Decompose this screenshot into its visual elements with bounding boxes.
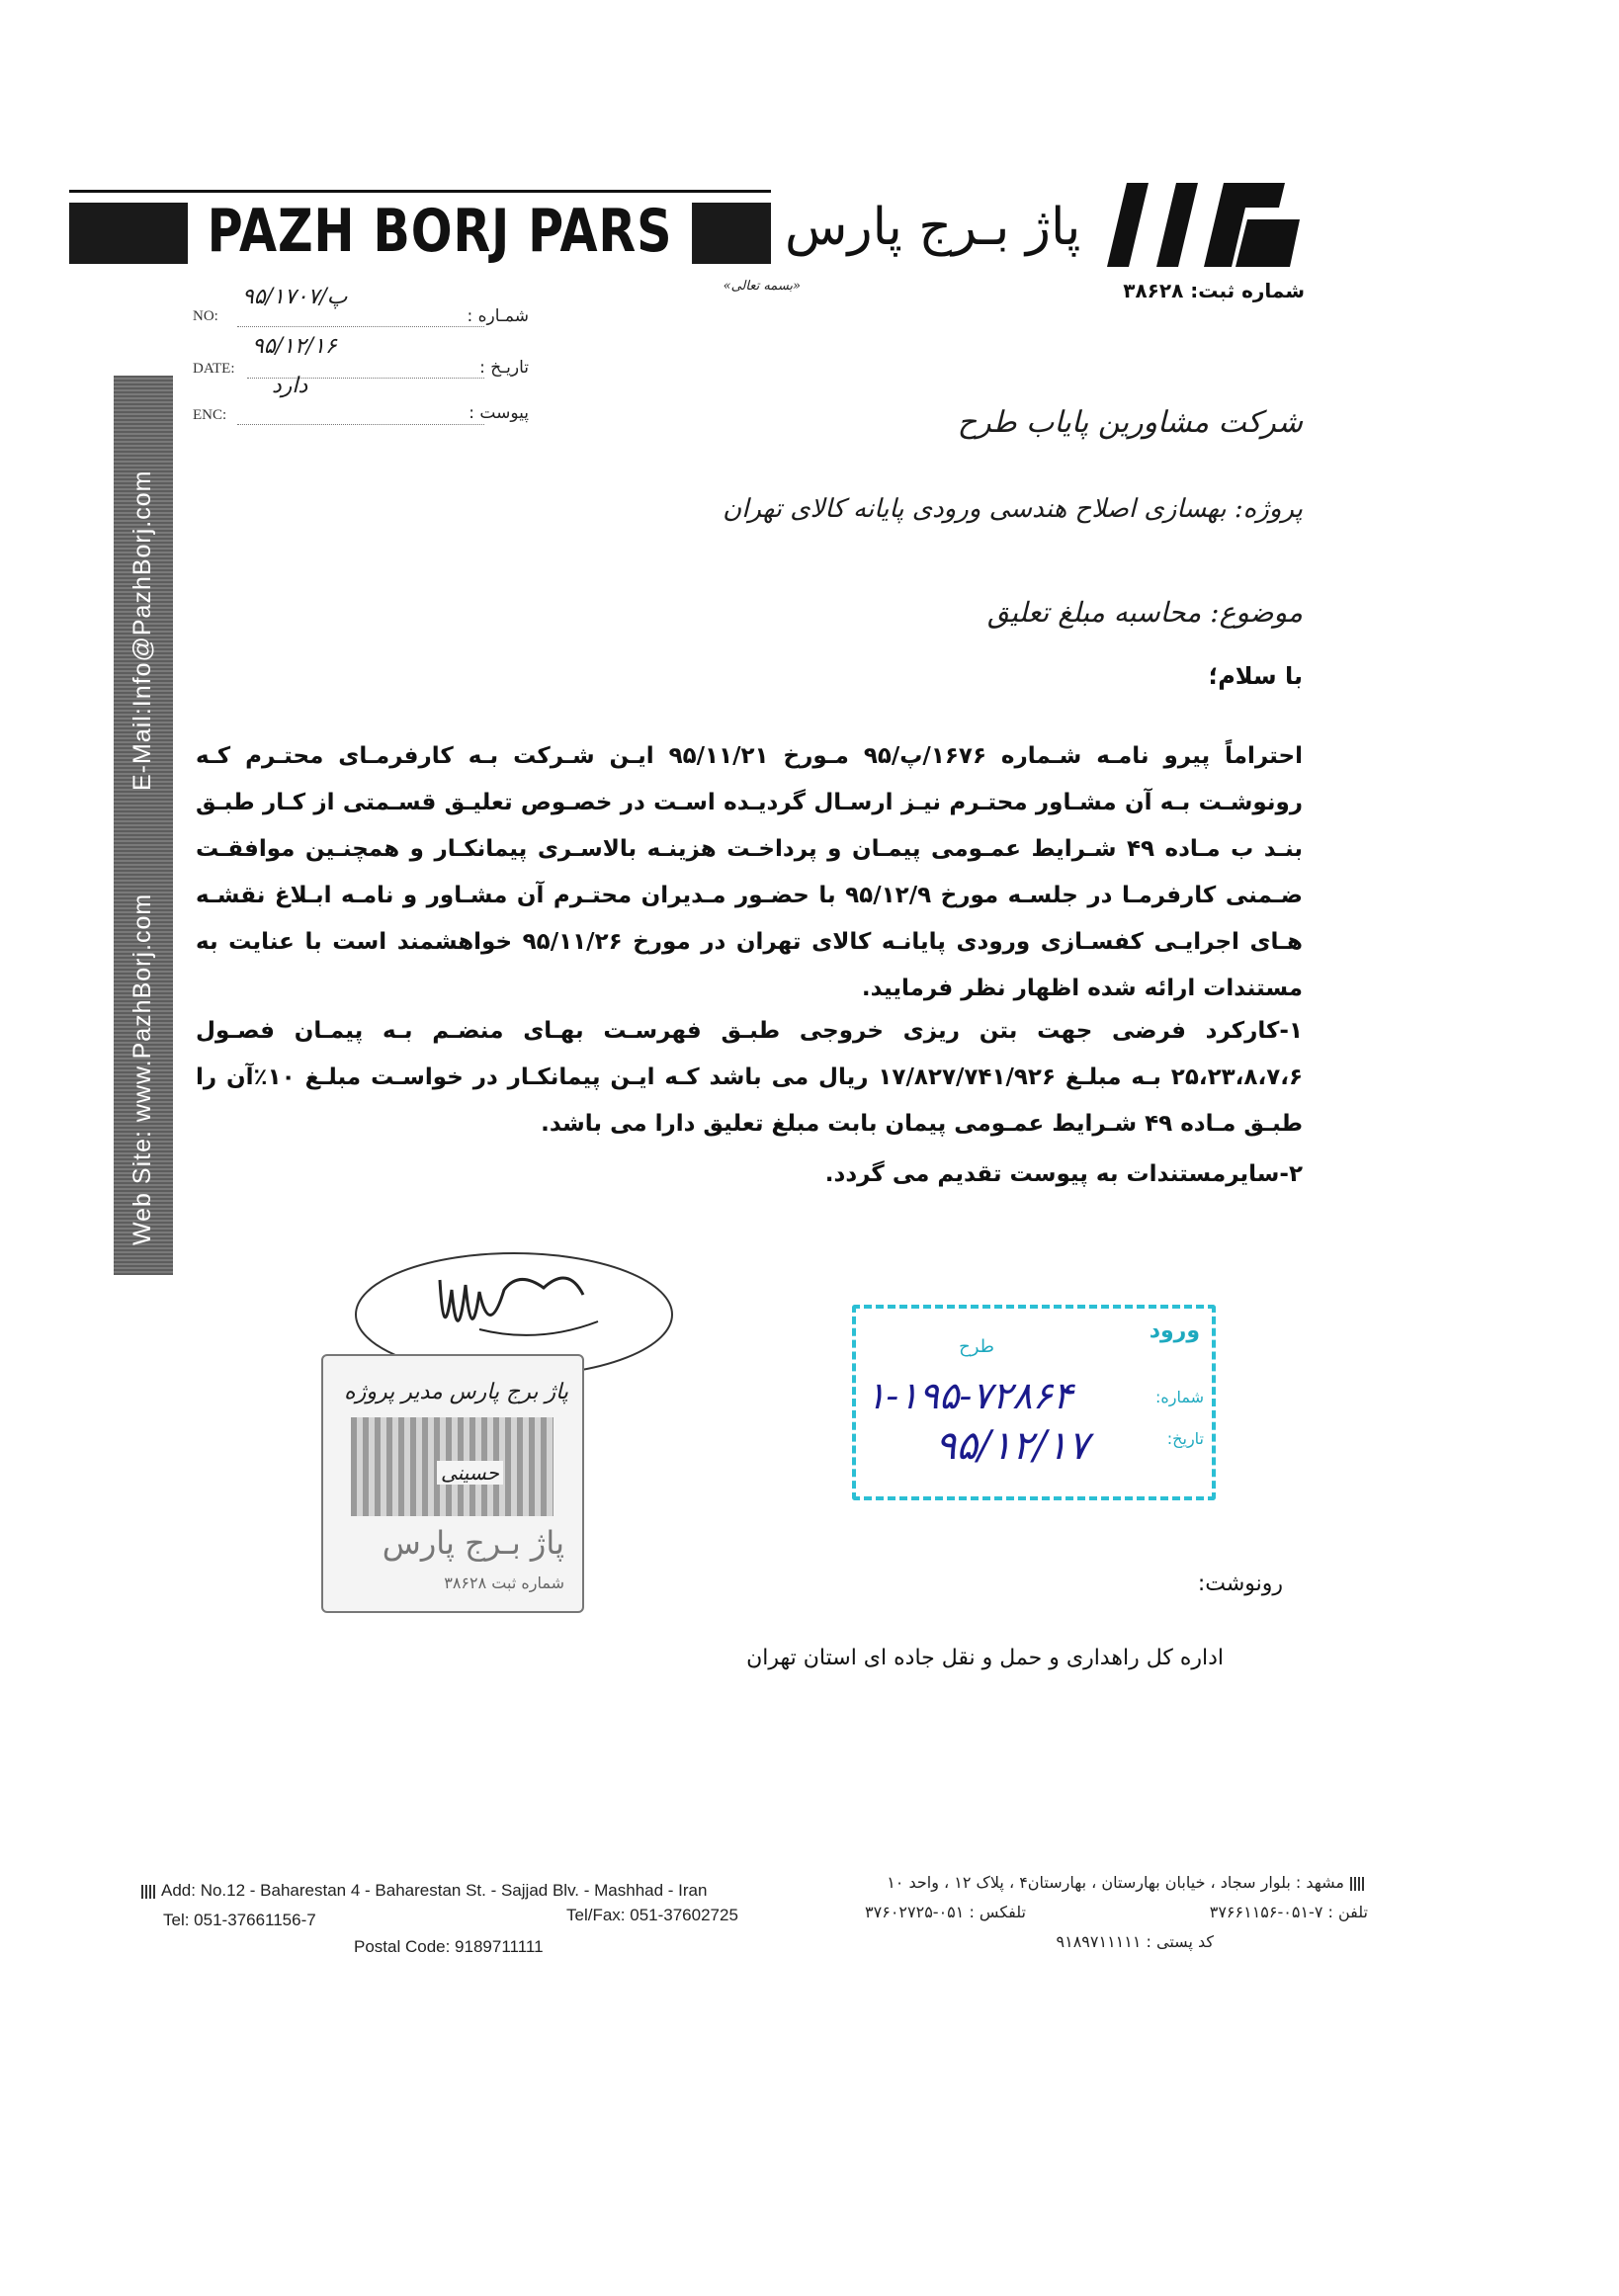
footer-fax-en: Tel/Fax: 051-37602725 (566, 1906, 738, 1924)
received-date-label: تاریخ: (1166, 1429, 1204, 1448)
received-org: طرح (959, 1336, 994, 1357)
footer-fax-fa: تلفکس : ۰۵۱-۳۷۶۰۲۷۲۵ (865, 1903, 1026, 1921)
footer-address-en: Add: No.12 - Baharestan 4 - Baharestan St. - Sajjad Blv. - Mashhad - Iran (135, 1881, 707, 1901)
side-website: Web Site: www.PazhBorj.com (128, 893, 156, 1245)
project-line: پروژه: بهسازی اصلاح هندسی ورودی پایانه کالای تهران (723, 494, 1303, 524)
stamp-reg: شماره ثبت ۳۸۶۲۸ (444, 1573, 564, 1592)
footer-postal-fa: کد پستی : ۹۱۸۹۷۱۱۱۱۱ (1056, 1932, 1214, 1951)
received-date-value: ۹۵/۱۲/۱۷ (935, 1423, 1089, 1469)
enc-value: دارد (272, 374, 308, 398)
side-email: E-Mail:Info@PazhBorj.com (128, 469, 156, 791)
date-label: DATE: (193, 361, 235, 377)
recipient: شرکت مشاورین پایاب طرح (957, 405, 1303, 440)
brand-name-fa: پاژ بـرج پارس (771, 188, 1094, 267)
company-logo-icon (1087, 168, 1310, 277)
company-stamp (321, 1354, 584, 1613)
stamp-line1: پاژ برج پارس مدیر پروژه (344, 1380, 568, 1404)
bullet-icon (141, 1885, 155, 1899)
stamp-line2: حسینی (437, 1461, 503, 1485)
letter-fields (193, 285, 549, 423)
footer-address-fa: مشهد : بلوار سجاد ، خیابان بهارستان ، بهارستان۴ ، پلاک ۱۲ ، واحد ۱۰ (887, 1873, 1370, 1892)
enc-fa-label: پیوست : (469, 403, 529, 423)
brand-name-en: PAZH BORJ PARS (188, 196, 692, 267)
received-stamp (852, 1305, 1216, 1500)
subject-line: موضوع: محاسبه مبلغ تعلیق (986, 596, 1303, 629)
body-item-1: ۱-کارکرد فرضی جهت بتن ریزی خروجی طبـق فهرسـت بهـای منضـم بـه پیمـان فصـول ۲۵،۲۳،۸،۷،۶ بـه مبلـغ ۱۷/۸۲۷/۷۴۱/۹۲۶ ریال می باشد کـه ایـن پیمانکـار در خواسـت مبلـغ ۱۰٪آن را طبـق مـاده ۴۹ شـرایط عمـومی پیمان بابت مبلغ تعلیق دارا می باشد. (196, 1018, 1304, 1137)
cc-value: اداره کل راهداری و حمل و نقل جاده ای استان تهران (746, 1646, 1224, 1670)
enc-dots (237, 424, 484, 425)
no-label: NO: (193, 308, 218, 324)
footer-tel-en: Tel: 051-37661156-7 (163, 1911, 316, 1929)
no-dots (237, 326, 484, 327)
number-value: ۹۵/۱۷۰۷/پ (242, 285, 348, 309)
date-fa-label: تاریـخ : (479, 358, 529, 378)
received-title: ورود (1149, 1318, 1200, 1343)
stamp-brand: پاژ بـرج پارس (382, 1524, 564, 1562)
body-paragraph: احتراماً پیرو نامـه شـماره ۱۶۷۶/پ/۹۵ مـورخ ۹۵/۱۱/۲۱ ایـن شـرکت بـه کارفرمـای محتـرم کـه رونوشـت بـه آن مشـاور محتـرم نیـز ارسـال گردیـده اسـت در خصـوص تعلیـق قسـمتی از کـار طبـق بنـد ب مـاده ۴۹ شـرایط عمـومی پیمـان و پرداخـت هزینـه بالاسـری پیمانکـار و همچنـین موافقـت ضـمنی کارفرمـا در جلسـه مورخ ۹۵/۱۲/۹ با حضـور مـدیران محتـرم آن مشـاور و نامـه ابـلاغ نقشـه هـای اجرایـی کفسـازی ورودی پایانـه کالای تهران در مورخ ۹۵/۱۱/۲۶ خواهشمند است با عنایت به مستندات ارائه شده اظهار نظر فرمایید. (196, 743, 1303, 1001)
greeting: با سلام؛ (1208, 662, 1303, 690)
footer-postal-en: Postal Code: 9189711111 (354, 1937, 544, 1956)
footer-tel-fa: تلفن : ۷-۰۵۱-۳۷۶۶۱۱۵۶ (1209, 1903, 1368, 1921)
body-item-2: ۲-سایرمستندات به پیوست تقدیم می گردد. (824, 1161, 1303, 1187)
cc-label: رونوشت: (1197, 1572, 1283, 1596)
invocation: «بسمه تعالی» (723, 279, 801, 294)
received-number-value: ۱-۱۹۵-۷۲۸۶۴ (866, 1374, 1073, 1417)
registration-number: شماره ثبت: ۳۸۶۲۸ (1123, 279, 1305, 302)
received-number-label: شماره: (1154, 1388, 1204, 1406)
date-value: ۹۵/۱۲/۱۶ (252, 334, 337, 359)
enc-label: ENC: (193, 407, 227, 423)
bullet-icon (1350, 1877, 1364, 1891)
number-label: شمـاره : (467, 306, 529, 326)
